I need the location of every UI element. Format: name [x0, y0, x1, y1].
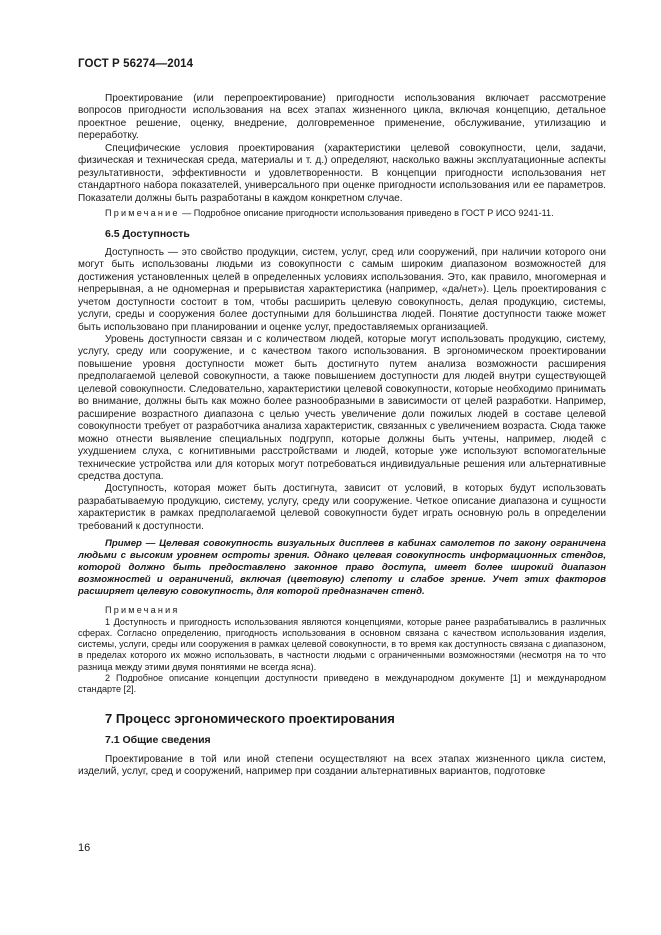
paragraph: Специфические условия проектирования (характеристики целевой совокупности, цели, задачи, физическая и техническая среда, материалы и т. д.) определяют, насколько важны эксплуатационные аспекты результативности, эффективности и удовлетворенности. В концепции пригодности использования нет стандартного набора показателей, универсального при оценке пригодности использования или ее параметров. Показатели должны быть разработаны в каждом конкретном случае.: [78, 142, 606, 204]
paragraph: Доступность, которая может быть достигнута, зависит от условий, в которых будут использовать разрабатываемую продукцию, систему, услугу, среду или сооружение. Четкое описание диапазона и сущности характеристик в рамках предполагаемой целевой совокупности будет играть основную роль в определении требований к доступности.: [78, 483, 606, 532]
paragraph: Проектирование (или перепроектирование) пригодности использования включает рассмотрение вопросов пригодности использования на всех этапах жизненного цикла, включая концепцию, детальное проектное решение, оценку, внедрение, долговременное применение, обслуживание, утилизацию и переработку.: [78, 93, 606, 142]
section-heading: 6.5 Доступность: [105, 228, 190, 241]
note: [78, 208, 606, 219]
note-item: 2 Подробное описание концепции доступности приведено в международном документе [1] и международном стандарте [2].: [78, 672, 606, 694]
document-header: ГОСТ Р 56274—2014: [78, 58, 194, 70]
chapter-heading: 7 Процесс эргономического проектирования: [105, 711, 395, 727]
notes-title: Примечания: [105, 605, 180, 616]
paragraph: Проектирование в той или иной степени осуществляют на всех этапах жизненного цикла систем, изделий, услуг, сред и сооружений, например при создании альтернативных вариантов, подготовке: [78, 754, 606, 778]
paragraph: Уровень доступности связан и с количеством людей, которые могут использовать продукцию, систему, услугу, среду или сооружение, и с качеством такого использования. В эргономическом проектировании повышение уровня доступности может быть достигнуто путем анализа возможности расширения предполагаемой целевой совокупности, а также повышением доступности для людей внутри существующей целевой совокупности. Следовательно, характеристики целевой совокупности, которые необходимо принимать во внимание, должны быть как можно более разнообразными в зависимости от целей разработки. Например, расширение возрастного диапазона с целью учесть увеличение доли пожилых людей в составе целевой совокупности требует от разработчика анализа характеристик, связанных с увеличением возраста. Сюда также можно отнести выявление специальных подгрупп, которые должны быть учтены, например, людей с ухудшением слуха, с когнитивными расстройствами и людей, которые уже используют вспомогательные технические устройства или для которых могут потребоваться индивидуальные решения или альтернативные средства доступа.: [78, 334, 606, 482]
section-heading: 7.1 Общие сведения: [105, 733, 211, 746]
note-text: — Подробное описание пригодности использования приведено в ГОСТ Р ИСО 9241-11.: [182, 208, 554, 219]
note-label: Примечание: [105, 208, 180, 219]
paragraph: Доступность — это свойство продукции, систем, услуг, сред или сооружений, при наличии которого они могут быть использованы людьми из совокупности с самым широким диапазоном возможностей для достижения установленных целей в определенных условиях использования. Это, как правило, многомерная и непрерывная, а не одномерная и прерывистая характеристика (например, «да/нет»). Цель проектирования с учетом доступности состоит в том, чтобы расширить целевую совокупность, делая продукцию, системы, услуги, среды и сооружения более доступными для большинства людей. Понятие доступности также может быть использовано при планировании и оценке услуг, предоставляемых организацией.: [78, 246, 606, 333]
page-content: [78, 93, 606, 779]
example-text: Пример — Целевая совокупность визуальных дисплеев в кабинах самолетов по закону ограничена людьми с высоким уровнем остроты зрения. Однако целевая совокупность информационных стендов, которой должно быть предоставлено законное право доступа, имеет более широкий диапазон возможностей и ограничений, включая (цветовую) слепоту и слабое зрение. Учет этих факторов расширяет целевую совокупность, для которой предназначен стенд.: [78, 538, 606, 598]
page-number: 16: [78, 842, 91, 854]
note-item: 1 Доступность и пригодность использования являются концепциями, которые ранее разрабатывались в различных сферах. Согласно определению, пригодность использования в основном связана с качеством использования изделия, системы, услуги, среды или сооружения в рамках целевой совокупности, в то время как доступность связана с диапазоном, в пределах которого их можно использовать, в частности людьми с ограниченными возможностями (несмотря на то что разница между этими двумя понятиями не всегда ясна).: [78, 616, 606, 672]
